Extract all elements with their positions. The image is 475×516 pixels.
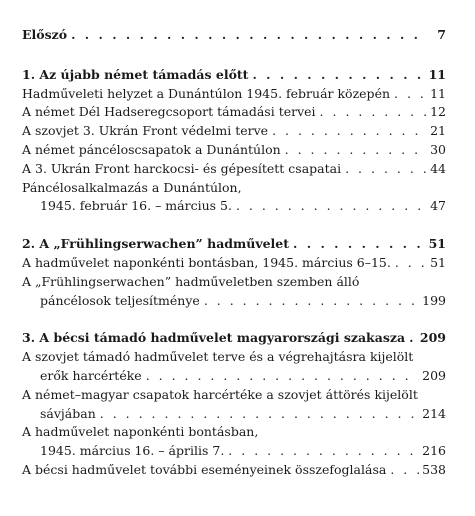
dot-leader [204,292,419,311]
toc-entry-title: A hadművelet naponkénti bontásban, 1945. március 6–15. [22,254,391,270]
toc-chapter-2 [22,235,446,254]
toc-entry-title-line1: A „Frühlingserwachen” hadműveletben szemben álló [22,273,360,289]
toc-entry-title: A német Dél Hadseregcsoport támadási tervei [22,104,316,120]
dot-leader [409,329,417,348]
toc-page-number: 12 [430,104,446,120]
toc-entry-title-line2: páncélosok teljesítménye [40,292,200,308]
toc-entry [22,141,446,160]
dot-leader [100,405,419,424]
toc-entry [22,122,446,141]
toc-entry-title-line2: erők harcértéke [40,367,142,383]
dot-leader [395,254,427,273]
toc-entry [22,461,446,480]
dot-leader [293,235,426,254]
toc-entry-title: A német páncéloscsapatok a Dunántúlon [22,141,281,157]
toc-page-number: 214 [422,405,446,421]
toc-entry-title-line1: Páncélosalkalmazás a Dunántúlon, [22,179,242,195]
toc-entry [22,197,446,216]
dot-leader [320,103,427,122]
toc-entry-title: Hadműveleti helyzet a Dunántúlon 1945. február közepén [22,85,391,101]
toc-entry-title-line1: A hadművelet naponkénti bontásban, [22,424,259,440]
dot-leader [71,26,427,45]
toc-entry-foreword [22,26,446,45]
toc-entry [22,292,446,311]
toc-entry [22,367,446,386]
dot-leader [252,66,425,85]
toc-page-number: 21 [430,123,446,139]
toc-entry [22,160,446,179]
section-spacer [22,216,446,235]
toc-page-number: 216 [422,443,446,459]
toc-page-number: 7 [437,27,446,42]
dot-leader [272,122,427,141]
toc-entry-title-line2: 1945. február 16. – március 5. [40,198,232,214]
toc-page-number: 44 [430,160,446,176]
toc-entry-title: A szovjet 3. Ukrán Front védelmi terve [22,123,269,139]
dot-leader [236,197,427,216]
toc-page-number: 51 [428,236,446,252]
toc-page-number: 11 [428,66,446,82]
toc-entry [22,103,446,122]
toc-entry-title-line1: A német–magyar csapatok harcértéke a szovjet áttörés kijelölt [22,386,418,402]
toc-entry [22,442,446,461]
toc-chapter-1 [22,66,446,85]
section-spacer [22,310,446,329]
toc-entry-title: A bécsi hadművelet további eseményeinek összefoglalása [22,461,387,477]
dot-leader [285,141,427,160]
toc-page-number: 51 [430,254,446,270]
toc-chapter-title: 1. Az újabb német támadás előtt [22,66,249,82]
toc-entry [22,85,446,104]
toc-page-number: 209 [422,367,446,383]
toc-entry-title-line2: sávjában [40,405,96,421]
toc-page-number: 11 [430,85,446,101]
toc-page-number: 47 [430,198,446,214]
toc-entry-title: A 3. Ukrán Front harckocsi- és gépesített csapatai [22,160,342,176]
toc-entry [22,254,446,273]
toc-entry-title-line2: 1945. március 16. – április 7. [40,443,225,459]
toc-chapter-3 [22,329,446,348]
toc-entry-title: Előszó [22,27,68,42]
dot-leader [228,442,419,461]
toc-page-number: 209 [419,330,446,346]
toc-page-number: 538 [422,461,446,477]
toc-page-number: 30 [430,141,446,157]
toc-entry [22,405,446,424]
toc-chapter-title: 3. A bécsi támadó hadművelet magyarországi szakasza [22,330,406,346]
dot-leader [345,160,427,179]
toc-chapter-title: 2. A „Frühlingserwachen” hadművelet [22,236,290,252]
toc-entry-title-line1: A szovjet támadó hadművelet terve és a végrehajtásra kijelölt [22,349,414,365]
toc-page-number: 199 [422,292,446,308]
table-of-contents [22,26,446,480]
dot-leader [146,367,419,386]
section-spacer [22,45,446,66]
dot-leader [394,85,427,104]
dot-leader [390,461,419,480]
